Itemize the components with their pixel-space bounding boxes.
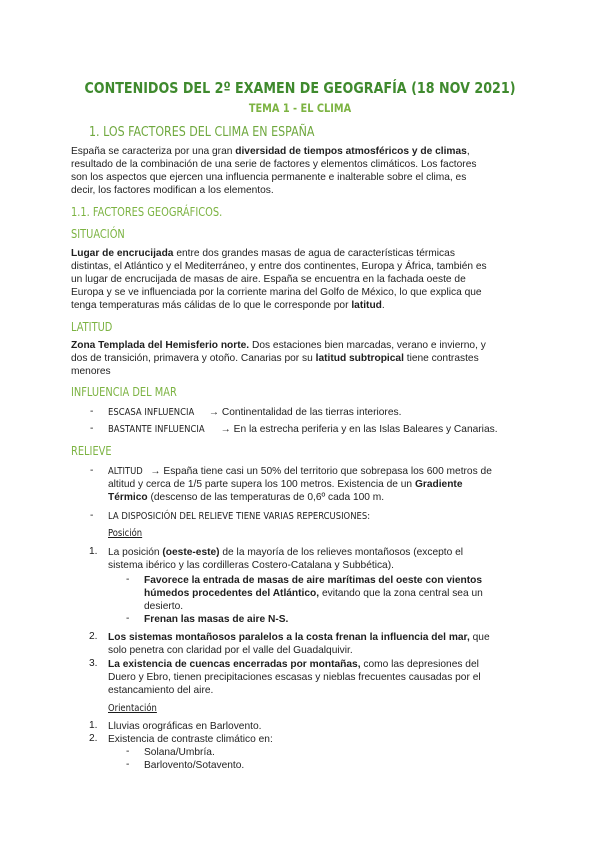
mar-item-1: ESCASA INFLUENCIA → Continentalidad de las tierras interiores. xyxy=(108,407,402,418)
list-number: 1. xyxy=(89,546,98,557)
posicion-item-3-line-2: Duero y Ebro, tienen precipitaciones escasas y nieblas frecuentes causadas por el xyxy=(108,672,481,683)
mar-item-2: BASTANTE INFLUENCIA → En la estrecha periferia y en las Islas Baleares y Canarias. xyxy=(108,424,498,435)
situacion-line-5: tenga temperaturas más cálidas de lo que le corresponde por latitud. xyxy=(71,300,385,311)
orientacion-item-2: Existencia de contraste climático en: xyxy=(108,734,273,745)
bullet-dash: - xyxy=(126,613,130,624)
relieve-altitud-line-2: altitud y cerca de 1/5 parte supera los 100 metros. Existencia de un Gradiente xyxy=(108,479,463,490)
bullet-dash: - xyxy=(126,746,130,757)
posicion-item-3-line-1: La existencia de cuencas encerradas por montañas, como las depresiones del xyxy=(108,659,479,670)
situacion-line-3: un lugar de encrucijada de masas de aire. España se encuentra en la fachada oeste de xyxy=(71,274,466,285)
document-subtitle: TEMA 1 - EL CLIMA xyxy=(248,101,352,115)
heading-situacion: SITUACIÓN xyxy=(71,227,125,241)
subheading-posicion: Posición xyxy=(108,528,143,539)
document-title: CONTENIDOS DEL 2º EXAMEN DE GEOGRAFÍA (18 NOV 2021) xyxy=(84,79,516,97)
bullet-dash: - xyxy=(90,465,94,476)
subheading-orientacion: Orientación xyxy=(108,703,157,714)
intro-line-4: decir, los factores modifican a los elementos. xyxy=(71,185,274,196)
bullet-dash: - xyxy=(90,423,94,434)
intro-line-3: son los aspectos que ejercen una influencia permanente e inalterable sobre el clima, es xyxy=(71,172,467,183)
posicion-item-3-line-3: estancamiento del aire. xyxy=(108,685,214,696)
posicion-sub-1-line-3: desierto. xyxy=(144,601,184,612)
posicion-sub-1-line-2: húmedos procedentes del Atlántico, evitando que la zona central sea un xyxy=(144,588,483,599)
latitud-line-1: Zona Templada del Hemisferio norte. Dos estaciones bien marcadas, verano e invierno, y xyxy=(71,340,486,351)
orientacion-item-1: Lluvias orográficas en Barlovento. xyxy=(108,721,262,732)
list-number: 3. xyxy=(89,658,98,669)
relieve-altitud-line-1: ALTITUD → España tiene casi un 50% del territorio que sobrepasa los 600 metros de xyxy=(108,466,492,477)
section-heading-factores: 1. LOS FACTORES DEL CLIMA EN ESPAÑA xyxy=(89,124,315,140)
bullet-dash: - xyxy=(126,574,130,585)
latitud-line-2: dos de transición, primavera y otoño. Canarias por su latitud subtropical tiene contrastes xyxy=(71,353,479,364)
posicion-item-1-line-1: La posición (oeste-este) de la mayoría de los relieves montañosos (excepto el xyxy=(108,547,464,558)
list-number: 1. xyxy=(89,720,98,731)
bullet-dash: - xyxy=(126,759,130,770)
heading-latitud: LATITUD xyxy=(71,320,113,334)
orientacion-sub-1: Solana/Umbría. xyxy=(144,747,215,758)
situacion-line-2: distintas, el Atlántico y el Mediterráneo, y entre dos continentes, Europa y África, también es xyxy=(71,261,487,272)
situacion-line-4: Europa y se ve influenciada por la corriente marina del Golfo de México, lo que explica que xyxy=(71,287,482,298)
list-number: 2. xyxy=(89,733,98,744)
heading-influencia-mar: INFLUENCIA DEL MAR xyxy=(71,385,177,399)
bullet-dash: - xyxy=(90,406,94,417)
posicion-item-2-line-2: solo penetra con claridad por el valle del Guadalquivir. xyxy=(108,645,353,656)
posicion-item-1-line-2: sistema ibérico y las cordilleras Costero-Catalana y Subbética). xyxy=(108,560,394,571)
situacion-line-1: Lugar de encrucijada entre dos grandes masas de agua de características térmicas xyxy=(71,248,455,259)
posicion-sub-1-line-1: Favorece la entrada de masas de aire marítimas del oeste con vientos xyxy=(144,575,483,586)
section-heading-geograficos: 1.1. FACTORES GEOGRÁFICOS. xyxy=(71,205,223,219)
posicion-sub-2: Frenan las masas de aire N-S. xyxy=(144,614,289,625)
latitud-line-3: menores xyxy=(71,366,111,377)
intro-line-1: España se caracteriza por una gran diversidad de tiempos atmosféricos y de climas, xyxy=(71,146,470,157)
bullet-dash: - xyxy=(90,510,94,521)
heading-relieve: RELIEVE xyxy=(71,444,112,458)
posicion-item-2-line-1: Los sistemas montañosos paralelos a la costa frenan la influencia del mar, que xyxy=(108,632,490,643)
list-number: 2. xyxy=(89,631,98,642)
relieve-altitud-line-3: Térmico (descenso de las temperaturas de 0,6º cada 100 m. xyxy=(108,492,385,503)
orientacion-sub-2: Barlovento/Sotavento. xyxy=(144,760,245,771)
relieve-disposicion: LA DISPOSICIÓN DEL RELIEVE TIENE VARIAS REPERCUSIONES: xyxy=(108,511,371,522)
intro-line-2: resultado de la combinación de una serie de factores y elementos climáticos. Los factores xyxy=(71,159,477,170)
